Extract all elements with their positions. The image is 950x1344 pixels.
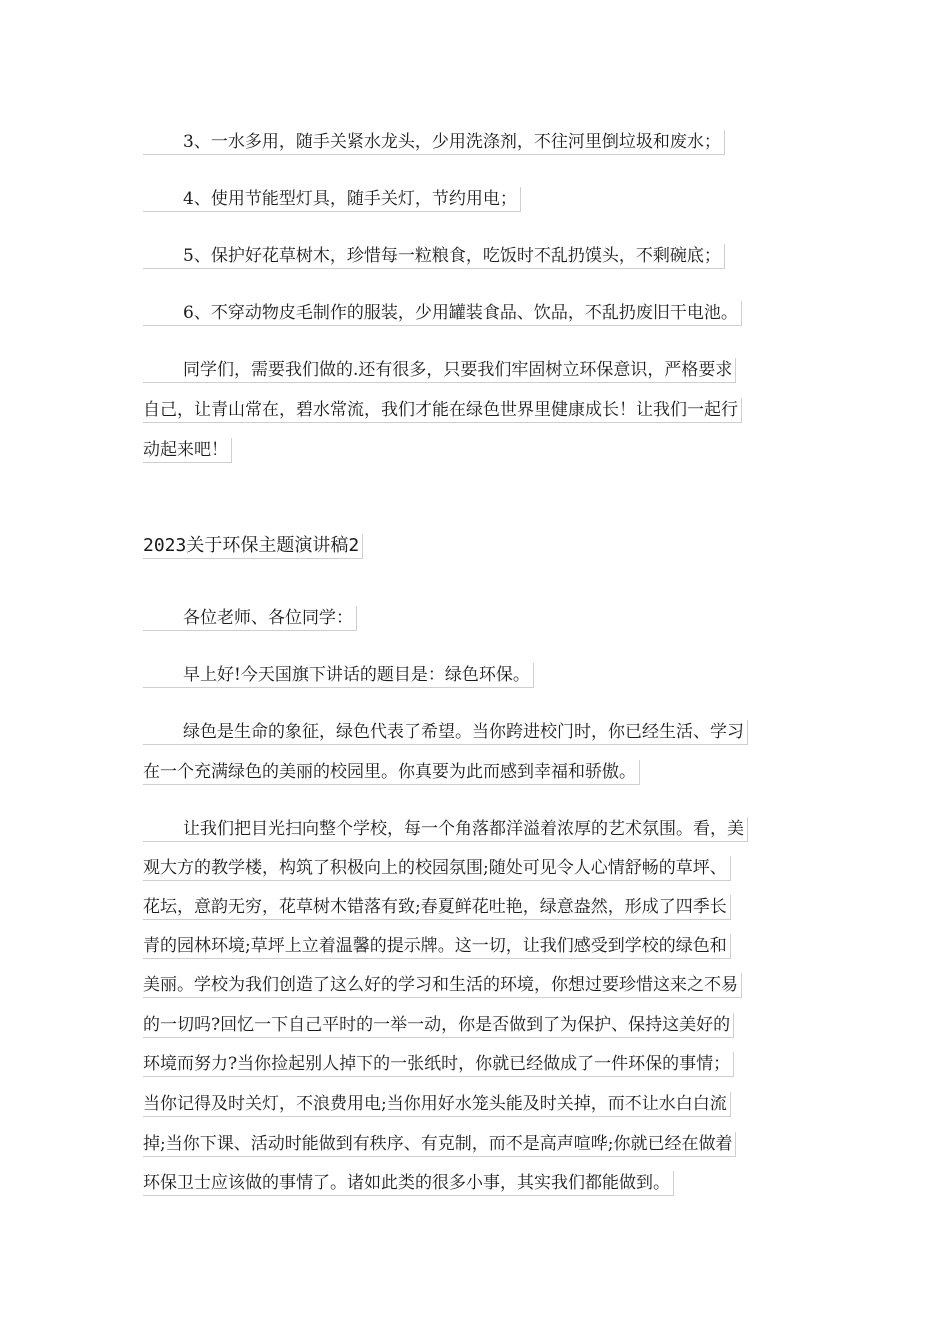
closing-line-3: 动起来吧！ [143, 438, 232, 463]
para2-line-6: 的一切吗?回忆一下自己平时的一举一动，你是否做到了为保护、保持这美好的 [143, 1013, 734, 1038]
para2-line-9: 掉;当你下课、活动时能做到有秩序、有克制，而不是高声喧哗;你就已经在做着 [143, 1132, 736, 1157]
para1-line-2: 在一个充满绿色的美丽的校园里。你真要为此而感到幸福和骄傲。 [143, 760, 640, 785]
closing-line-1: 同学们，需要我们做的.还有很多，只要我们牢固树立环保意识，严格要求 [143, 358, 736, 383]
item-4: 4、使用节能型灯具，随手关灯，节约用电； [143, 187, 521, 212]
item-3: 3、一水多用，随手关紧水龙头，少用洗涤剂，不往河里倒垃圾和废水； [143, 130, 725, 155]
para2-line-5: 美丽。学校为我们创造了这么好的学习和生活的环境，你想过要珍惜这来之不易 [143, 973, 742, 998]
para1-line-1: 绿色是生命的象征，绿色代表了希望。当你跨进校门时，你已经生活、学习 [143, 720, 748, 745]
salutation: 各位老师、各位同学： [143, 606, 357, 631]
para2-line-10: 环保卫士应该做的事情了。诸如此类的很多小事，其实我们都能做到。 [143, 1171, 674, 1196]
greeting: 早上好!今天国旗下讲话的题目是：绿色环保。 [143, 663, 534, 688]
para2-line-2: 观大方的教学楼，构筑了积极向上的校园氛围;随处可见令人心情舒畅的草坪、 [143, 856, 731, 881]
item-6: 6、不穿动物皮毛制作的服装，少用罐装食品、饮品，不乱扔废旧干电池。 [143, 301, 742, 326]
para2-line-3: 花坛，意韵无穷，花草树木错落有致;春夏鲜花吐艳，绿意盎然，形成了四季长 [143, 895, 731, 920]
para2-line-1: 让我们把目光扫向整个学校，每一个角落都洋溢着浓厚的艺术氛围。看，美 [143, 817, 748, 842]
item-5: 5、保护好花草树木，珍惜每一粒粮食，吃饭时不乱扔馍头，不剩碗底； [143, 244, 725, 269]
closing-line-2: 自己，让青山常在，碧水常流，我们才能在绿色世界里健康成长！让我们一起行 [143, 398, 742, 423]
section-title: 2023关于环保主题演讲稿2 [143, 534, 363, 559]
para2-line-8: 当你记得及时关灯，不浪费用电;当你用好水笼头能及时关掉，而不让水白白流 [143, 1092, 731, 1117]
para2-line-4: 青的园林环境;草坪上立着温馨的提示牌。这一切，让我们感受到学校的绿色和 [143, 934, 731, 959]
para2-line-7: 环境而努力?当你捡起别人掉下的一张纸时，你就已经做成了一件环保的事情； [143, 1052, 734, 1077]
